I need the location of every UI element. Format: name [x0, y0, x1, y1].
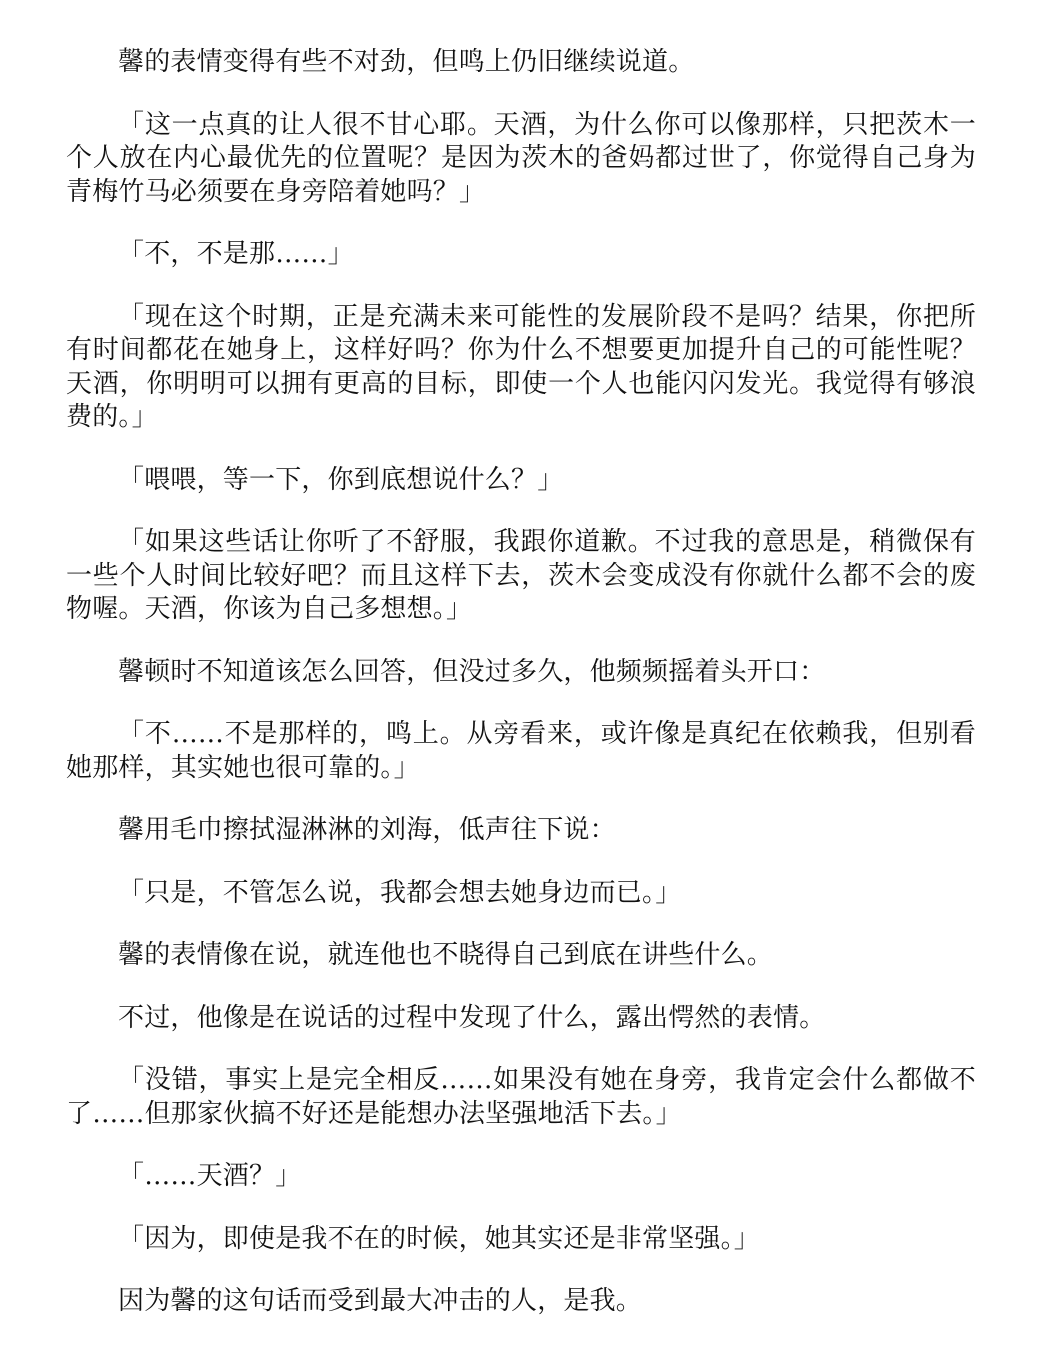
- paragraph: 因为馨的这句话而受到最大冲击的人，是我。: [118, 1286, 643, 1316]
- paragraph: 馨的表情变得有些不对劲，但鸣上仍旧继续说道。: [118, 47, 695, 77]
- paragraph: 馨用毛巾擦拭湿淋淋的刘海，低声往下说：: [118, 815, 616, 845]
- paragraph: 「现在这个时期，正是充满未来可能性的发展阶段不是吗？结果，你把所有时间都花在她身上，这样好吗？你为什么不想要更加提升自己的可能性呢？天酒，你明明可以拥有更高的目标，即使一个人也能闪闪发光。我觉得有够浪费的。」: [66, 301, 976, 432]
- paragraph: 「只是，不管怎么说，我都会想去她身边而已。」: [118, 877, 682, 908]
- paragraph: 「不……不是那样的，鸣上。从旁看来，或许像是真纪在依赖我，但别看她那样，其实她也很可靠的。」: [66, 719, 976, 783]
- paragraph: 「如果这些话让你听了不舒服，我跟你道歉。不过我的意思是，稍微保有一些个人时间比较好吧？而且这样下去，茨木会变成没有你就什么都不会的废物喔。天酒，你该为自己多想想。」: [66, 527, 976, 624]
- text-page: [66, 46, 976, 1348]
- paragraph: 「不，不是那……」: [118, 239, 354, 269]
- paragraph: 馨顿时不知道该怎么回答，但没过多久，他频频摇着头开口：: [118, 656, 826, 687]
- paragraph: 「喂喂，等一下，你到底想说什么？」: [118, 464, 564, 495]
- paragraph: 不过，他像是在说话的过程中发现了什么，露出愕然的表情。: [118, 1002, 826, 1033]
- paragraph: 「这一点真的让人很不甘心耶。天酒，为什么你可以像那样，只把茨木一个人放在内心最优先的位置呢？是因为茨木的爸妈都过世了，你觉得自己身为青梅竹马必须要在身旁陪着她吗？」: [66, 109, 976, 207]
- paragraph: 「……天酒？」: [118, 1161, 302, 1191]
- paragraph: 「没错，事实上是完全相反……如果没有她在身旁，我肯定会什么都做不了……但那家伙搞不好还是能想办法坚强地活下去。」: [66, 1065, 976, 1129]
- paragraph: 「因为，即使是我不在的时候，她其实还是非常坚强。」: [118, 1223, 761, 1254]
- paragraph: 馨的表情像在说，就连他也不晓得自己到底在讲些什么。: [118, 940, 774, 970]
